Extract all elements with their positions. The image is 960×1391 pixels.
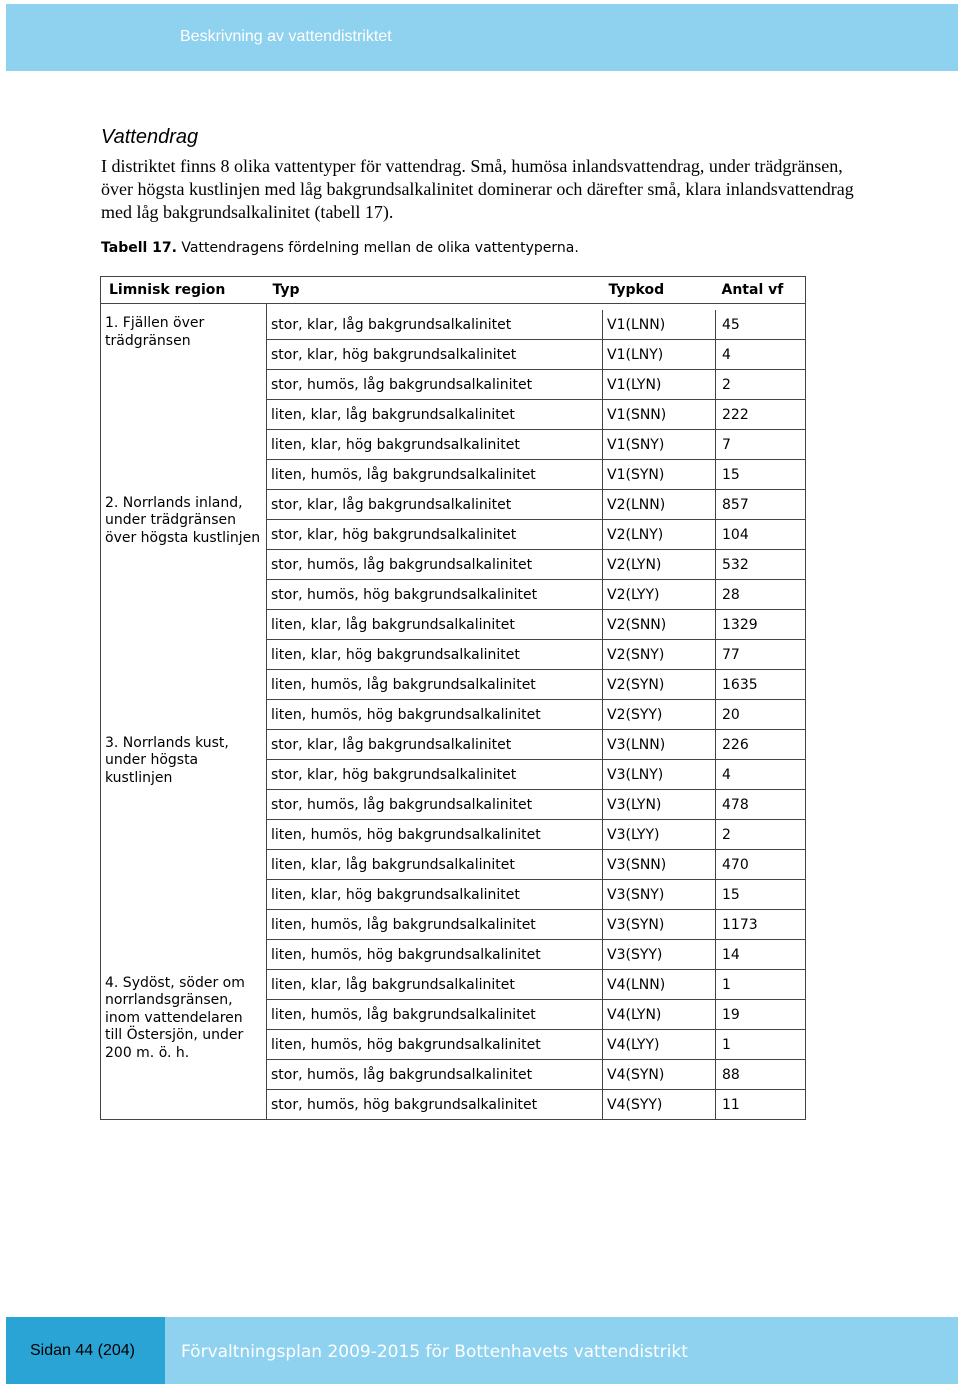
antal-cell: 1635 [716,670,806,700]
typ-cell: stor, humös, låg bakgrundsalkalinitet [267,790,603,820]
typ-cell: liten, humös, låg bakgrundsalkalinitet [267,670,603,700]
typ-cell: stor, humös, hög bakgrundsalkalinitet [267,580,603,610]
region-cell: 1. Fjällen över trädgränsen [101,310,267,490]
typkod-cell: V3(LNN) [603,730,716,760]
antal-cell: 4 [716,340,806,370]
typkod-cell: V1(SYN) [603,460,716,490]
antal-cell: 478 [716,790,806,820]
typkod-cell: V3(LYN) [603,790,716,820]
typ-cell: liten, klar, hög bakgrundsalkalinitet [267,640,603,670]
footer-page-box [6,1317,165,1384]
antal-cell: 20 [716,700,806,730]
typ-cell: liten, klar, låg bakgrundsalkalinitet [267,970,603,1000]
antal-cell: 14 [716,940,806,970]
footer-page-number: Sidan 44 (204) [30,1342,135,1359]
antal-cell: 1 [716,970,806,1000]
antal-cell: 470 [716,850,806,880]
typ-cell: liten, klar, hög bakgrundsalkalinitet [267,880,603,910]
antal-cell: 19 [716,1000,806,1030]
typkod-cell: V4(LNN) [603,970,716,1000]
typkod-cell: V3(SYN) [603,910,716,940]
typ-cell: liten, klar, låg bakgrundsalkalinitet [267,850,603,880]
table-row [101,490,806,520]
intro-paragraph: I distriktet finns 8 olika vattentyper för vattendrag. Små, humösa inlandsvattendrag, under trädgränsen, över högsta kustlinjen med låg bakgrundsalkalinitet dominerar och därefter små, klara inlandsvattendrag med låg bakgrundsalkalinitet (tabell 17). [101,156,854,222]
typ-cell: liten, humös, låg bakgrundsalkalinitet [267,910,603,940]
typ-cell: liten, klar, låg bakgrundsalkalinitet [267,610,603,640]
vattentyper-table [100,276,806,1120]
typ-cell: stor, humös, låg bakgrundsalkalinitet [267,370,603,400]
antal-cell: 1329 [716,610,806,640]
antal-cell: 1 [716,1030,806,1060]
typkod-cell: V4(SYN) [603,1060,716,1090]
typkod-cell: V1(SNY) [603,430,716,460]
typ-cell: liten, klar, hög bakgrundsalkalinitet [267,430,603,460]
table-caption [101,240,579,256]
section-heading: Vattendrag [101,126,199,148]
antal-cell: 7 [716,430,806,460]
typkod-cell: V2(SNN) [603,610,716,640]
antal-cell: 15 [716,880,806,910]
typkod-cell: V3(SNY) [603,880,716,910]
typkod-cell: V3(LNY) [603,760,716,790]
antal-cell: 88 [716,1060,806,1090]
region-cell: 2. Norrlands inland, under trädgränsen över högsta kustlinjen [101,490,267,730]
antal-cell: 28 [716,580,806,610]
typ-cell: liten, humös, hög bakgrundsalkalinitet [267,700,603,730]
typ-cell: stor, klar, hög bakgrundsalkalinitet [267,520,603,550]
antal-cell: 532 [716,550,806,580]
antal-cell: 77 [716,640,806,670]
typkod-cell: V2(SNY) [603,640,716,670]
region-cell: 4. Sydöst, söder om norrlandsgränsen, inom vattendelaren till Östersjön, under 200 m. ö. h. [101,970,267,1120]
table-header-row [101,277,806,304]
typkod-cell: V2(LYN) [603,550,716,580]
typkod-cell: V3(LYY) [603,820,716,850]
typkod-cell: V2(LYY) [603,580,716,610]
typ-cell: stor, humös, låg bakgrundsalkalinitet [267,550,603,580]
typkod-cell: V3(SNN) [603,850,716,880]
region-cell: 3. Norrlands kust, under högsta kustlinjen [101,730,267,970]
typkod-cell: V1(SNN) [603,400,716,430]
table-body [101,304,806,1120]
typ-cell: stor, humös, låg bakgrundsalkalinitet [267,1060,603,1090]
typ-cell: liten, humös, hög bakgrundsalkalinitet [267,1030,603,1060]
antal-cell: 11 [716,1090,806,1120]
antal-cell: 857 [716,490,806,520]
header-band [6,4,958,71]
typ-cell: liten, humös, hög bakgrundsalkalinitet [267,820,603,850]
antal-cell: 226 [716,730,806,760]
antal-cell: 15 [716,460,806,490]
header-title: Beskrivning av vattendistriktet [180,28,392,45]
typkod-cell: V1(LYN) [603,370,716,400]
typkod-cell: V4(LYN) [603,1000,716,1030]
table-row [101,730,806,760]
typ-cell: stor, klar, låg bakgrundsalkalinitet [267,490,603,520]
typ-cell: stor, klar, låg bakgrundsalkalinitet [267,730,603,760]
typkod-cell: V2(LNN) [603,490,716,520]
typkod-cell: V2(SYY) [603,700,716,730]
typ-cell: liten, humös, låg bakgrundsalkalinitet [267,1000,603,1030]
antal-cell: 2 [716,820,806,850]
typkod-cell: V4(LYY) [603,1030,716,1060]
typ-cell: stor, klar, låg bakgrundsalkalinitet [267,310,603,340]
typkod-cell: V2(SYN) [603,670,716,700]
typkod-cell: V1(LNN) [603,310,716,340]
table-caption-label: Tabell 17. [101,240,177,256]
header-antal-vf: Antal vf [716,277,806,304]
typkod-cell: V3(SYY) [603,940,716,970]
antal-cell: 4 [716,760,806,790]
typ-cell: stor, klar, hög bakgrundsalkalinitet [267,760,603,790]
typ-cell: stor, klar, hög bakgrundsalkalinitet [267,340,603,370]
antal-cell: 1173 [716,910,806,940]
table-row [101,970,806,1000]
antal-cell: 222 [716,400,806,430]
antal-cell: 104 [716,520,806,550]
typ-cell: liten, humös, hög bakgrundsalkalinitet [267,940,603,970]
header-limnisk-region: Limnisk region [101,277,267,304]
typkod-cell: V4(SYY) [603,1090,716,1120]
typ-cell: liten, klar, låg bakgrundsalkalinitet [267,400,603,430]
antal-cell: 2 [716,370,806,400]
header-typkod: Typkod [603,277,716,304]
typkod-cell: V1(LNY) [603,340,716,370]
table-row [101,310,806,340]
antal-cell: 45 [716,310,806,340]
typkod-cell: V2(LNY) [603,520,716,550]
typ-cell: stor, humös, hög bakgrundsalkalinitet [267,1090,603,1120]
table-caption-text: Vattendragens fördelning mellan de olika vattentyperna. [176,240,579,256]
footer-title: Förvaltningsplan 2009-2015 för Bottenhavets vattendistrikt [181,1342,688,1362]
typ-cell: liten, humös, låg bakgrundsalkalinitet [267,460,603,490]
header-typ: Typ [267,277,603,304]
